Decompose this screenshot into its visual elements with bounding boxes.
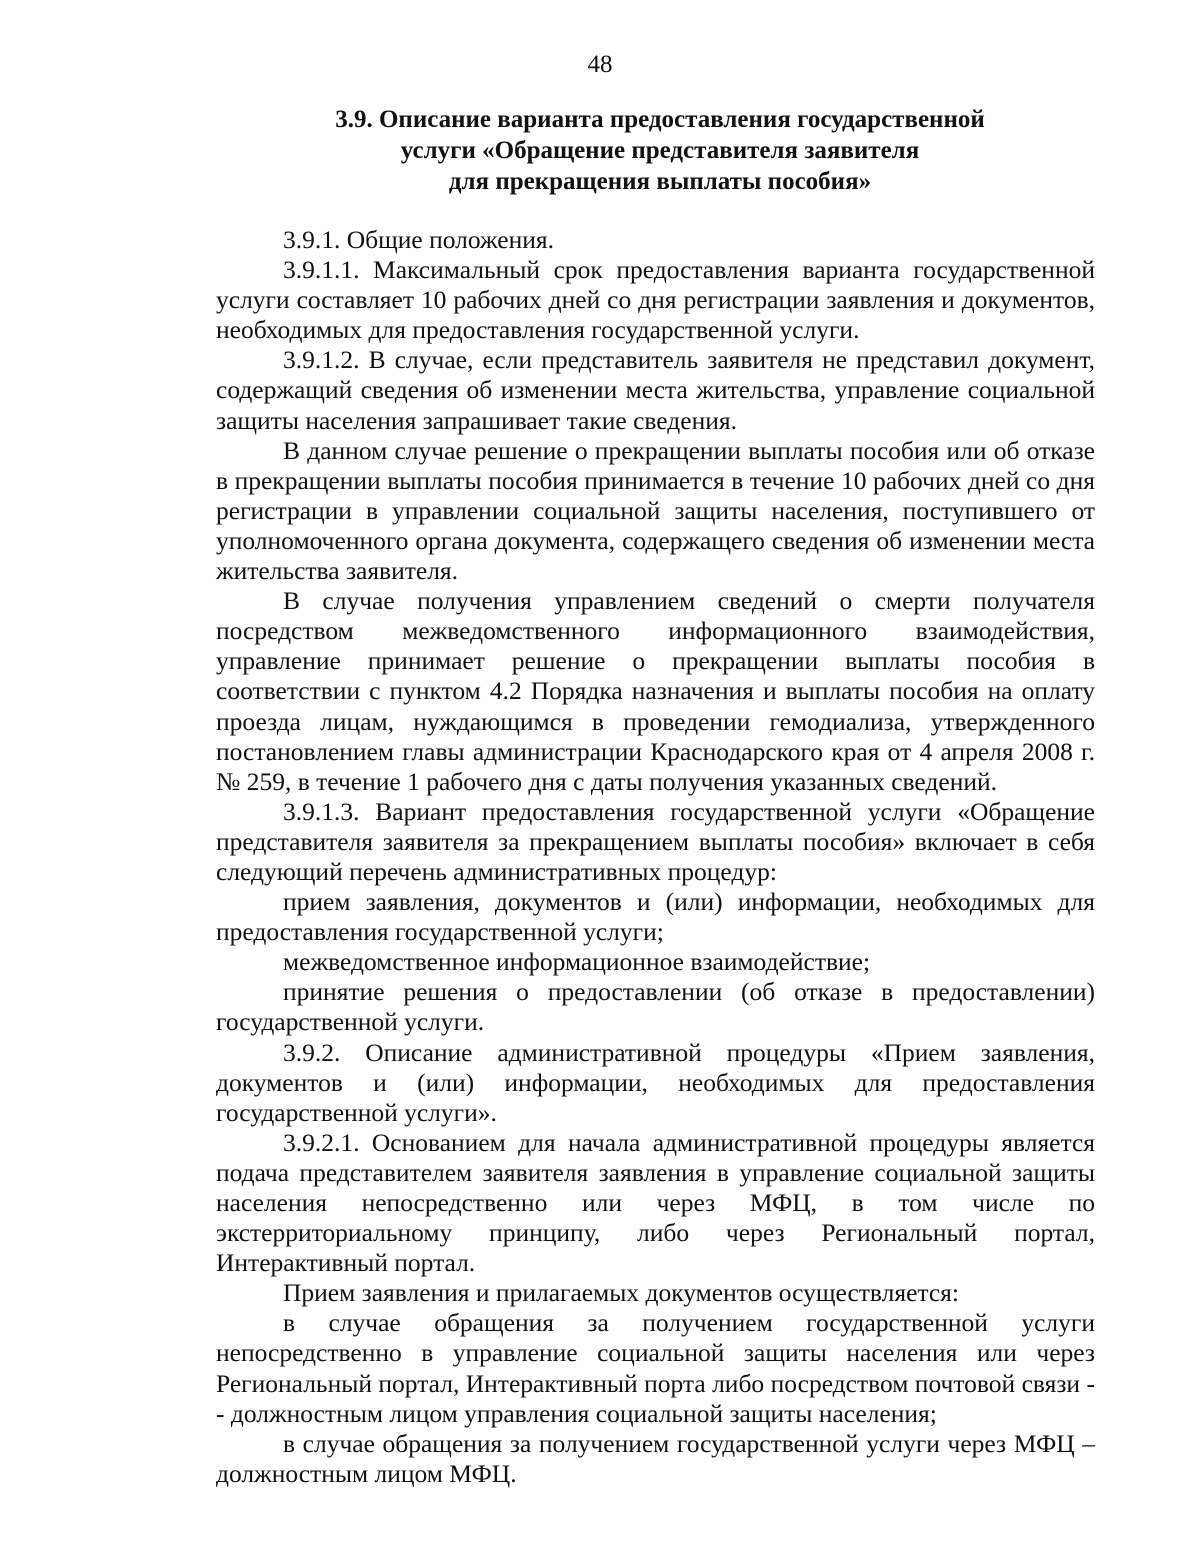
paragraph-death-information: В случае получения управлением сведений о смерти получателя посредством межведомственного информационного взаимодействия, управление принимает решение о прекращении выплаты пособия в соответствии с пунктом 4.2 Порядка назначения и выплаты пособия на оплату проезда лицам, нуждающимся в проведении гемодиализа, утвержденного постановлением главы администрации Краснодарского края от 4 апреля 2008 г. № 259, в течение 1 рабочего дня с даты получения указанных сведений. <box>216 586 1095 796</box>
section-heading <box>220 104 1100 197</box>
paragraph-procedure-basis: 3.9.2.1. Основанием для начала административной процедуры является подача представителем заявителя заявления в управление социальной защиты населения непосредственно или через МФЦ, в том числе по экстерриториальному принципу, либо через Региональный портал, Интерактивный портал. <box>216 1127 1095 1278</box>
list-item-interdepartmental: межведомственное информационное взаимодействие; <box>283 947 871 977</box>
section-heading-line-1: 3.9. Описание варианта предоставления государственной <box>335 106 985 133</box>
paragraph-residence-request: 3.9.1.2. В случае, если представитель заявителя не представил документ, содержащий сведения об изменении места жительства, управление социальной защиты населения запрашивает такие сведения. <box>216 345 1095 435</box>
paragraph-max-term: 3.9.1.1. Максимальный срок предоставления варианта государственной услуги составляет 10 рабочих дней со дня регистрации заявления и документов, необходимых для предоставления государственной услуги. <box>216 255 1095 345</box>
paragraph-decision-term: В данном случае решение о прекращении выплаты пособия или об отказе в прекращении выплаты пособия принимается в течение 10 рабочих дней со дня регистрации в управлении социальной защиты населения, поступившего от уполномоченного органа документа, содержащего сведения об изменении места жительства заявителя. <box>216 435 1095 586</box>
paragraph-direct-application: в случае обращения за получением государственной услуги непосредственно в управление социальной защиты населения или через Региональный портал, Интерактивный порта либо посредством почтовой связи -- должностным лицом управления социальной защиты населения; <box>216 1308 1095 1428</box>
section-heading-line-2: услуги «Обращение представителя заявителя <box>400 137 920 164</box>
paragraph-general-provisions: 3.9.1. Общие положения. <box>283 225 555 254</box>
paragraph-mfc-application: в случае обращения за получением государственной услуги через МФЦ – должностным лицом МФЦ. <box>216 1428 1095 1488</box>
page-number: 48 <box>587 51 613 78</box>
paragraph-procedure-list-intro: 3.9.1.3. Вариант предоставления государственной услуги «Обращение представителя заявителя за прекращением выплаты пособия» включает в себя следующий перечень административных процедур: <box>216 796 1095 886</box>
paragraph-reception-performed: Прием заявления и прилагаемых документов осуществляется: <box>283 1278 959 1308</box>
paragraph-procedure-description: 3.9.2. Описание административной процедуры «Прием заявления, документов и (или) информации, необходимых для предоставления государственной услуги». <box>216 1037 1095 1127</box>
section-heading-line-3: для прекращения выплаты пособия» <box>448 168 872 195</box>
document-body <box>216 225 1095 1489</box>
list-item-reception: прием заявления, документов и (или) информации, необходимых для предоставления государственной услуги; <box>216 887 1095 947</box>
list-item-decision: принятие решения о предоставлении (об отказе в предоставлении) государственной услуги. <box>216 977 1095 1037</box>
